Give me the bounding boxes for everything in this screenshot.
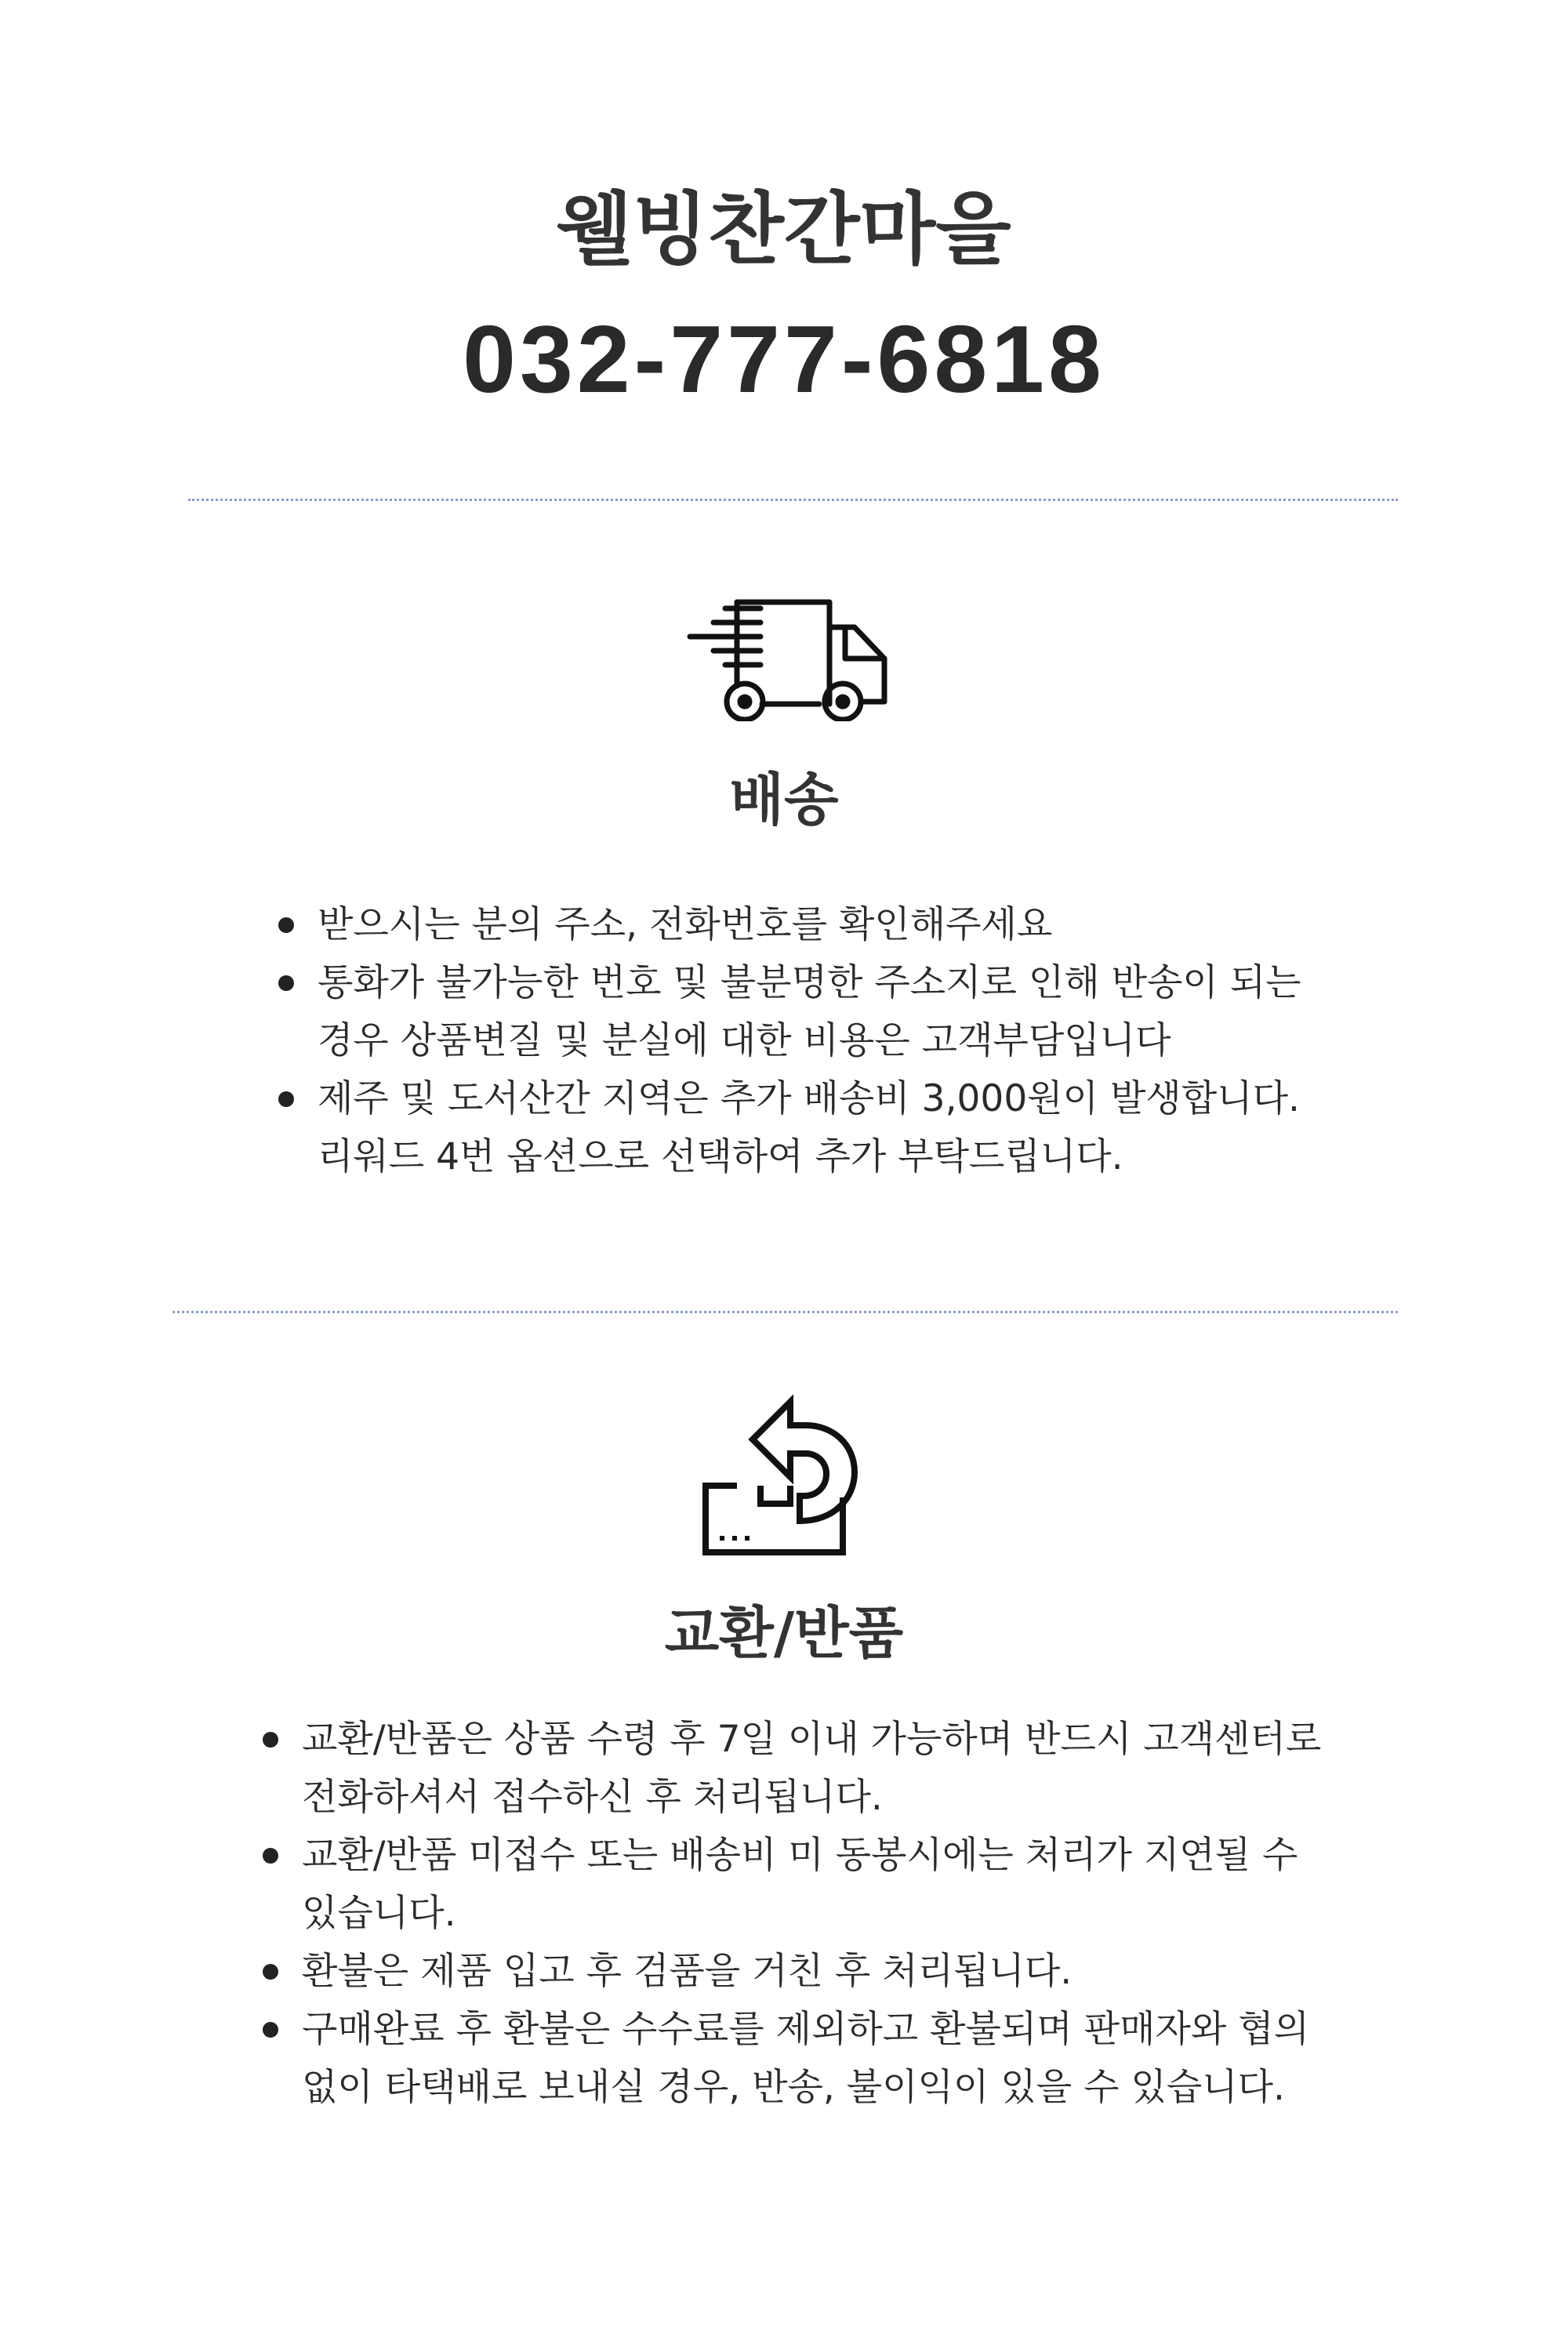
bullet-icon	[263, 1848, 278, 1864]
list-item: 환불은 제품 입고 후 검품을 거친 후 처리됩니다.	[302, 1943, 1345, 2001]
bullet-icon	[263, 1732, 278, 1748]
phone-number: 032-777-6818	[463, 306, 1105, 412]
list-item: 교환/반품은 상품 수령 후 7일 이내 가능하며 반드시 고객센터로 전화하셔서 접수하신 후 처리됩니다.	[302, 1711, 1345, 1827]
section-divider	[188, 499, 1398, 501]
bullet-icon	[263, 2022, 278, 2038]
list-item: 교환/반품 미접수 또는 배송비 미 동봉시에는 처리가 지연될 수 있습니다.	[302, 1827, 1345, 1943]
list-item: 받으시는 분의 주소, 전화번호를 확인해주세요	[318, 896, 1337, 954]
bullet-icon	[278, 917, 294, 933]
store-name: 웰빙찬간마을	[557, 183, 1011, 275]
section-divider	[172, 1311, 1398, 1313]
shipping-title: 배송	[729, 767, 839, 833]
list-item: 통화가 불가능한 번호 및 불분명한 주소지로 인해 반송이 되는 경우 상품변질 및 분실에 대한 비용은 고객부담입니다	[318, 954, 1337, 1070]
exchange-info-list	[302, 1711, 1345, 2117]
list-item: 구매완료 후 환불은 수수료를 제외하고 환불되며 판매자와 협의 없이 타택배로 보내실 경우, 반송, 불이익이 있을 수 있습니다.	[302, 2001, 1345, 2117]
bullet-icon	[278, 975, 294, 991]
delivery-truck-icon	[682, 596, 894, 721]
return-box-icon	[698, 1388, 870, 1560]
bullet-icon	[278, 1091, 294, 1107]
exchange-title: 교환/반품	[664, 1600, 904, 1666]
list-item: 제주 및 도서산간 지역은 추가 배송비 3,000원이 발생합니다. 리워드 4번 옵션으로 선택하여 추가 부탁드립니다.	[318, 1070, 1337, 1186]
bullet-icon	[263, 1964, 278, 1980]
shipping-info-list	[318, 896, 1337, 1186]
